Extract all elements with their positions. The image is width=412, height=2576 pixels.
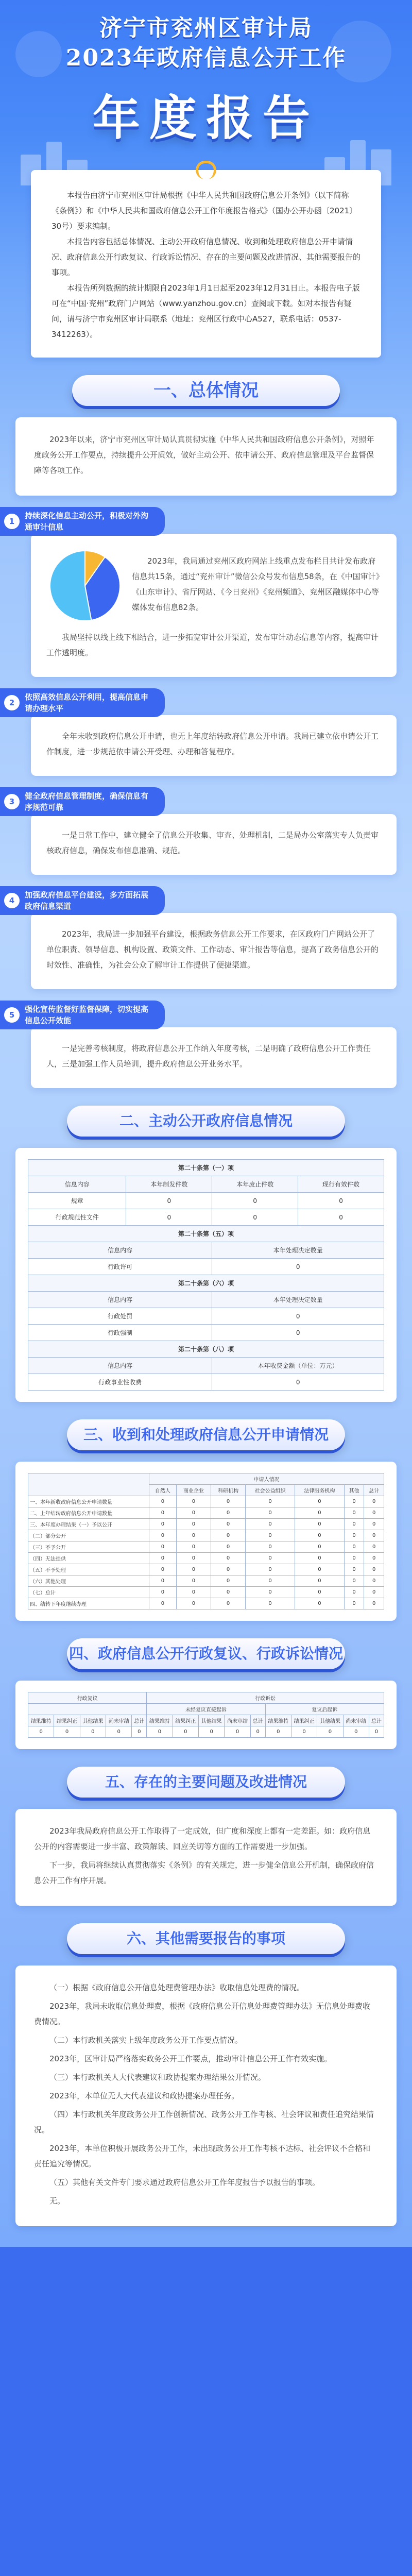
section4-table-card <box>15 1681 397 1749</box>
table-header: 本年收费金额（单位：万元） <box>212 1358 384 1374</box>
table-header: 行政诉讼 <box>147 1692 384 1704</box>
section2-title: 二、主动公开政府信息情况 <box>67 1106 345 1137</box>
section6-paragraph: 2023年，我局未收取信息处理费，根据《政府信息公开信息处理费管理办法》无信息处理费收费情况。 <box>34 2002 371 2026</box>
section5-card <box>15 1809 397 1906</box>
table-header: 结果纠正 <box>173 1715 198 1726</box>
item-label <box>0 886 165 915</box>
section6-paragraph: 无。 <box>49 2196 65 2206</box>
table-row: 二、上年结转政府信息公开申请数量 0 0 0 0 0 0 0 <box>28 1507 384 1519</box>
item-label-text: 持续深化信息主动公开，积极对外沟通审计信息 <box>25 511 149 532</box>
section5-paragraph: 2023年我局政府信息公开工作取得了一定成效，但广度和深度上都有一定差距。如：政府信息公开的内容需要进一步丰富、政策解读、回应关切等方面的工作需要进一步加强。 <box>34 1826 371 1851</box>
table-header: 现行有效件数 <box>298 1176 384 1193</box>
section6-title: 六、其他需要报告的事项 <box>67 1923 345 1954</box>
intro-paragraph: 本报告内容包括总体情况、主动公开政府信息情况、收到和处理政府信息公开申请情况、政府信息公开行政复议、行政诉讼情况、存在的主要问题及改进情况、其他需要报告的事项。 <box>52 237 361 277</box>
item-label <box>0 1001 165 1029</box>
section1-title: 一、总体情况 <box>72 375 340 406</box>
section6-paragraph: 2023年，区审计局严格落实政务公开工作要点，推动审计信息公开工作有效实施。 <box>49 2054 332 2063</box>
section1-item <box>0 1001 412 1088</box>
item-text: 全年未收到政府信息公开申请，也无上年度结转政府信息公开申请。我局已建立依申请公开工作制度，进一步规范依申请公开受理、办理和答复程序。 <box>46 732 379 756</box>
table-header: 结果纠正 <box>291 1715 317 1726</box>
table-header: 行政复议 <box>28 1692 147 1704</box>
item-label <box>0 507 165 536</box>
table-header: 结果维持 <box>147 1715 173 1726</box>
section1-item <box>0 688 412 776</box>
table-header: 总计 <box>132 1715 147 1726</box>
item-label-text: 强化宣传监督好监督保障，切实提高信息公开效能 <box>25 1005 149 1025</box>
table-row: 行政事业性收费 0 <box>28 1374 384 1391</box>
item-label <box>0 688 165 717</box>
section1-item <box>0 787 412 875</box>
intro-paragraph: 本报告所列数据的统计期限自2023年1月1日起至2023年12月31日止。本报告电子版可在“中国·兖州”政府门户网站（www.yanzhou.gov.cn）查阅或下载。如对本报告有疑问，请与济宁市兖州区审计局联系（地址：兖州区行政中心A527，联系电话：0537-3412263）。 <box>52 283 360 339</box>
intro-card <box>31 170 381 358</box>
table-header: 科研机构 <box>211 1485 246 1496</box>
item-number: 2 <box>4 695 20 710</box>
table-header: 总计 <box>369 1715 384 1726</box>
item-label-text: 依照高效信息公开利用，提高信息申请办理水平 <box>25 692 149 713</box>
section3-table-card <box>15 1462 397 1621</box>
section5-paragraph: 下一步，我局将继续认真贯彻落实《条例》的有关规定，进一步健全信息公开机制，确保政府信息公开工作有序开展。 <box>34 1860 374 1885</box>
table-header: 自然人 <box>149 1485 176 1496</box>
review-litigation-table <box>28 1692 384 1738</box>
item-text: 2023年，我局通过兖州区政府网站上线重点发布栏目共计发布政府信息共15条，通过“兖州审计”微信公众号发布信息58条，在《中国审计》《山东审计》、省厅网站、《今日兖州》《兖州频道》、兖州区融媒体中心等媒体发布信息82条。 <box>132 556 380 612</box>
table-header: 结果纠正 <box>54 1715 80 1726</box>
section1-item <box>0 886 412 989</box>
item-number: 5 <box>4 1007 20 1023</box>
item-label <box>0 787 165 816</box>
table-row: 0 0 0 0 0 0 0 0 0 0 0 0 0 0 0 <box>28 1726 384 1738</box>
table-header: 尚未审结 <box>343 1715 369 1726</box>
table-row: 四、结转下年度继续办理 0 0 0 0 0 0 0 <box>28 1598 384 1609</box>
table-header: 其他结果 <box>317 1715 343 1726</box>
item-number: 4 <box>4 893 20 908</box>
section1-overview-card <box>15 417 397 496</box>
table-header: 其他 <box>344 1485 364 1496</box>
intro-paragraph: 本报告由济宁市兖州区审计局根据《中华人民共和国政府信息公开条例》（以下简称《条例》）和《中华人民共和国政府信息公开工作年度报告格式》（国办公开办函〔2021〕30号）要求编制。 <box>52 191 357 231</box>
section1-overview: 2023年以来，济宁市兖州区审计局认真贯彻实施《中华人民共和国政府信息公开条例》，对照年度政务公开工作要点，持续提升公开质效，做好主动公开、依申请公开、政府信息管理及平台监督保障等各项工作。 <box>34 435 374 475</box>
table-row: 行政强制 0 <box>28 1325 384 1341</box>
item-text: 2023年，我局进一步加强平台建设，根据政务信息公开工作要求，在区政府门户网站公开了单位职责、领导信息、机构设置、政策文件、工作动态、审计报告等信息，提高了政务信息公开的时效性、准确性，为社会公众了解审计工作提供了便捷渠道。 <box>46 929 379 970</box>
table-header: 法律服务机构 <box>295 1485 344 1496</box>
item-card <box>31 1027 397 1088</box>
table-header: 尚未审结 <box>225 1715 250 1726</box>
table-row: 三、本年度办理结果（一）予以公开 0 0 0 0 0 0 0 <box>28 1519 384 1530</box>
header-title-line1: 济宁市兖州区审计局 <box>99 15 313 41</box>
table-row: （五）不予处理 0 0 0 0 0 0 0 <box>28 1564 384 1575</box>
section6-paragraph: （五）其他有关文件专门要求通过政府信息公开工作年度报告予以报告的事项。 <box>49 2178 320 2187</box>
decor-circle <box>15 31 62 77</box>
section6-card <box>15 1965 397 2226</box>
table-caption: 第二十条第（八）项 <box>28 1341 384 1358</box>
table-header: 复议后起诉 <box>265 1704 384 1715</box>
decor-circle <box>330 21 391 82</box>
section6-paragraph: 2023年，本单位积极开展政务公开工作，未出现政务公开工作考核不达标、社会评议不合格和责任追究等情况。 <box>34 2144 371 2168</box>
table-caption: 第二十条第（五）项 <box>28 1226 384 1242</box>
section6-paragraph: 2023年，本单位无人大代表建议和政协提案办理任务。 <box>49 2091 239 2100</box>
item-text: 我局坚持以线上线下相结合，进一步拓宽审计公开渠道，发布审计动态信息等内容，提高审计工作透明度。 <box>46 633 379 657</box>
section2-tables <box>15 1148 397 1402</box>
table-header: 总计 <box>250 1715 265 1726</box>
section6-paragraph: （一）根据《政府信息公开信息处理费管理办法》收取信息处理费的情况。 <box>49 1983 305 1992</box>
table-header: 总计 <box>364 1485 384 1496</box>
table-caption: 第二十条第（一）项 <box>28 1160 384 1176</box>
section3-title: 三、收到和处理政府信息公开申请情况 <box>67 1419 345 1450</box>
item-card <box>31 715 397 776</box>
item-label-text: 健全政府信息管理制度，确保信息有序规范可靠 <box>25 791 149 812</box>
table-row: （二）部分公开 0 0 0 0 0 0 0 <box>28 1530 384 1541</box>
table-header: 本年废止件数 <box>212 1176 298 1193</box>
table-header: 本年制发件数 <box>126 1176 212 1193</box>
table-header: 信息内容 <box>28 1358 212 1374</box>
table-header: 社会公益组织 <box>246 1485 295 1496</box>
table-header: 其他结果 <box>80 1715 106 1726</box>
table-row: 行政处罚 0 <box>28 1308 384 1325</box>
section6-paragraph: （三）本行政机关人大代表建议和政协提案办理结果公开情况。 <box>49 2073 266 2082</box>
table-header: 结果维持 <box>28 1715 54 1726</box>
header-title-line2: 2023年政府信息公开工作 <box>65 45 347 71</box>
table-row: 行政许可 0 <box>28 1259 384 1275</box>
table-header: 申请人情况 <box>149 1473 384 1485</box>
item-number: 1 <box>4 514 20 529</box>
table-header: 未经复议直接起诉 <box>147 1704 265 1715</box>
pie-slice <box>50 551 91 621</box>
applications-table <box>28 1473 384 1609</box>
item-text: 一是完善考核制度，将政府信息公开工作纳入年度考核，二是明确了政府信息公开工作责任人，三是加强工作人员培训，提升政府信息公开业务水平。 <box>46 1044 371 1069</box>
table-article20-1 <box>28 1159 384 1391</box>
item-number: 3 <box>4 794 20 809</box>
section4-title: 四、政府信息公开行政复议、行政诉讼情况 <box>67 1638 345 1669</box>
table-header: 其他结果 <box>198 1715 224 1726</box>
table-row: （四）无法提供 0 0 0 0 0 0 0 <box>28 1553 384 1564</box>
item-card <box>31 913 397 989</box>
table-header: 信息内容 <box>28 1292 212 1308</box>
item-card <box>31 534 397 677</box>
table-header: 尚未审结 <box>106 1715 132 1726</box>
table-header: 本年处理决定数量 <box>212 1242 384 1259</box>
table-row: 规章 0 0 0 <box>28 1193 384 1209</box>
table-header: 结果维持 <box>265 1715 291 1726</box>
item-text: 一是日常工作中，建立健全了信息公开收集、审查、处理机制，二是局办公室落实专人负责审核政府信息，确保发布信息准确、规范。 <box>46 831 379 855</box>
table-row: 行政规范性文件 0 0 0 <box>28 1209 384 1226</box>
report-header <box>0 0 412 185</box>
table-row: （七）总计 0 0 0 0 0 0 0 <box>28 1587 384 1598</box>
section5-title: 五、存在的主要问题及改进情况 <box>67 1767 345 1798</box>
item-label-text: 加强政府信息平台建设，多方面拓展政府信息渠道 <box>25 890 149 911</box>
pie-chart <box>46 547 124 624</box>
section1-item <box>0 507 412 677</box>
table-header: 商业企业 <box>176 1485 211 1496</box>
table-header: 信息内容 <box>28 1242 212 1259</box>
table-row: 一、本年新收政府信息公开申请数量 0 0 0 0 0 0 0 <box>28 1496 384 1507</box>
item-card <box>31 814 397 875</box>
table-header: 本年处理决定数量 <box>212 1292 384 1308</box>
section6-paragraph: （二）本行政机关落实上级年度政务公开工作要点情况。 <box>49 2036 243 2045</box>
clip-icon <box>196 161 216 179</box>
table-row: （三）不予公开 0 0 0 0 0 0 0 <box>28 1541 384 1553</box>
header-title-big: 年度报告 <box>92 90 319 146</box>
table-row: （六）其他处理 0 0 0 0 0 0 0 <box>28 1575 384 1587</box>
table-caption: 第二十条第（六）项 <box>28 1275 384 1292</box>
table-header: 信息内容 <box>28 1176 126 1193</box>
section6-paragraph: （四）本行政机关年度政务公开工作创新情况、政务公开工作考核、社会评议和责任追究结果情况。 <box>34 2110 374 2134</box>
